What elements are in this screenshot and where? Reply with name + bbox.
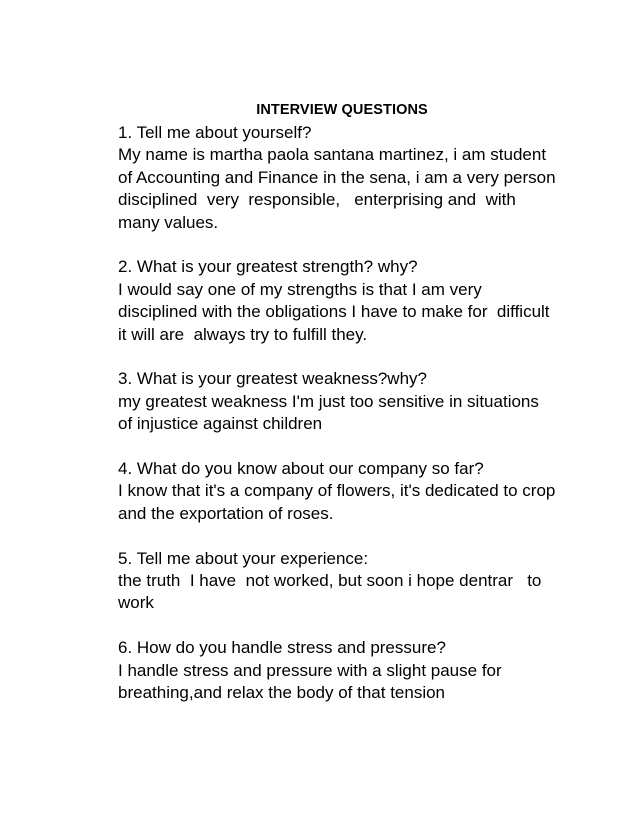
document-body (118, 122, 618, 727)
answer-2-line-3: it will are always try to fulfill they. (118, 324, 368, 344)
answer-5-line-1: the truth I have not worked, but soon i hope dentrar to (118, 571, 542, 591)
answer-3-line-1: my greatest weakness I'm just too sensitive in situations (118, 391, 539, 411)
answer-1-line-1: My name is martha paola santana martinez, i am student (118, 145, 547, 165)
answer-2-line-2: disciplined with the obligations I have to make for difficult (118, 302, 550, 322)
answer-4-line-1: I know that it's a company of flowers, it's dedicated to crop (118, 481, 556, 501)
qa-item-3 (118, 368, 618, 435)
answer-4-line-2: and the exportation of roses. (118, 503, 334, 523)
answer-3-line-2: of injustice against children (118, 414, 323, 434)
answer-6-line-2: breathing,and relax the body of that tension (118, 683, 446, 703)
qa-item-1 (118, 122, 618, 234)
answer-1-line-3: disciplined very responsible, enterprising and with (118, 190, 516, 210)
qa-item-5 (118, 548, 618, 615)
question-6: 6. How do you handle stress and pressure? (118, 638, 446, 658)
document-title (0, 101, 638, 119)
question-4: 4. What do you know about our company so far? (118, 459, 484, 479)
answer-6-line-1: I handle stress and pressure with a slight pause for (118, 660, 502, 680)
question-1: 1. Tell me about yourself? (118, 123, 312, 142)
answer-2-line-1: I would say one of my strengths is that I am very (118, 279, 482, 299)
question-2: 2. What is your greatest strength? why? (118, 257, 418, 277)
answer-5-line-2: work (118, 593, 154, 613)
qa-item-6 (118, 637, 618, 704)
question-3: 3. What is your greatest weakness?why? (118, 369, 427, 389)
answer-1-line-4: many values. (118, 212, 219, 232)
question-5: 5. Tell me about your experience: (118, 548, 369, 568)
qa-item-4 (118, 458, 618, 525)
document-title-text: INTERVIEW QUESTIONS (256, 102, 428, 118)
qa-item-2 (118, 256, 618, 346)
answer-1-line-2: of Accounting and Finance in the sena, i am a very person (118, 167, 556, 187)
